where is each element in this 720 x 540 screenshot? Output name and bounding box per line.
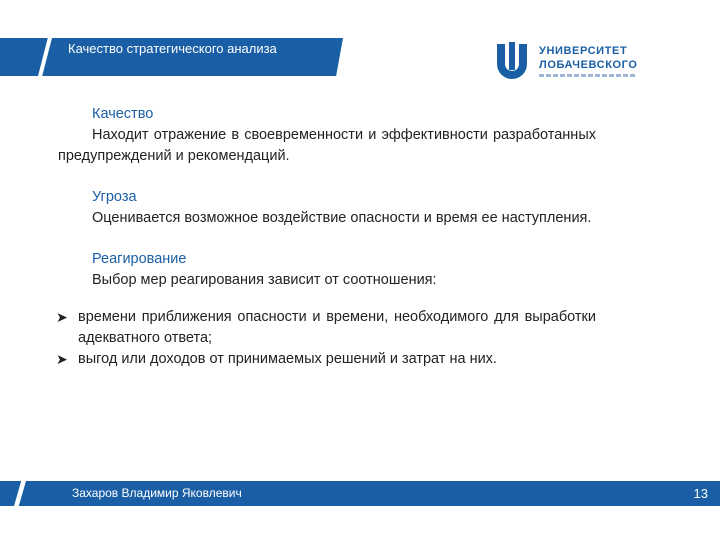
list-item-text: времени приближения опасности и времени, необходимого для выработки адекватного ответа; [78,309,596,346]
list-item-text: выгод или доходов от принимаемых решений и затрат на них. [78,351,497,367]
bullet-list [58,307,596,370]
list-item [56,349,596,370]
university-logo-icon [493,40,531,82]
section-title: Угроза [92,189,137,205]
logo-text-line1: УНИВЕРСИТЕТ [539,45,628,57]
list-item [56,307,596,349]
university-logo [493,40,643,84]
arrow-bullet-icon: ➤ [56,351,68,367]
arrow-bullet-icon: ➤ [56,309,68,325]
footer-author: Захаров Владимир Яковлевич [72,486,242,500]
section-quality [58,104,596,167]
section-threat [58,187,596,229]
section-text: Находит отражение в своевременности и эффективности разработанных предупреждений и рекомендаций. [58,127,596,164]
section-title: Качество [92,106,154,122]
section-text: Оценивается возможное воздействие опасности и время ее наступления. [92,210,592,226]
section-response [58,249,596,291]
slide-title: Качество стратегического анализа [68,41,277,56]
logo-tagline-decoration [539,74,637,77]
section-title: Реагирование [92,251,187,267]
slide-content [58,104,596,370]
section-text: Выбор мер реагирования зависит от соотношения: [92,272,437,288]
page-number: 13 [693,486,708,501]
logo-text-line2: ЛОБАЧЕВСКОГО [539,59,638,71]
